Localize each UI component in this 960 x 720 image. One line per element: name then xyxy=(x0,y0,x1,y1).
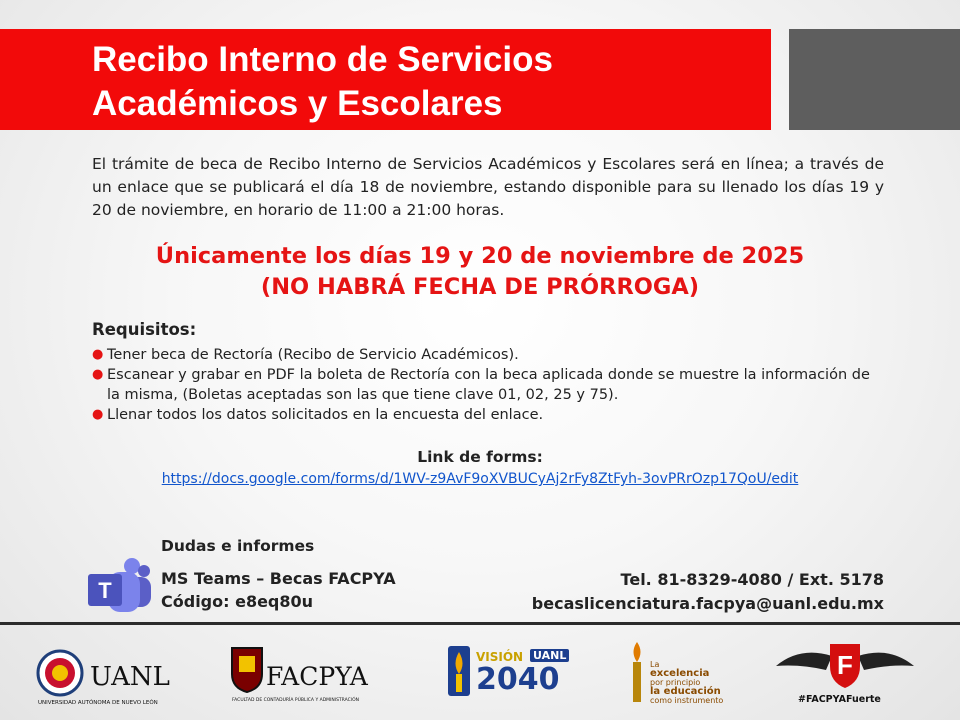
contact-email: becaslicenciatura.facpya@uanl.edu.mx xyxy=(531,594,884,613)
teams-channel: MS Teams – Becas FACPYA xyxy=(161,569,396,588)
requirements-list xyxy=(92,345,872,425)
requirement-item: ● Tener beca de Rectoría (Recibo de Servicio Académicos). xyxy=(92,347,519,363)
torch-icon xyxy=(626,640,648,706)
requirement-item: ● Llenar todos los datos solicitados en la encuesta del enlace. xyxy=(92,407,544,423)
requirement-item: ● Escanear y grabar en PDF la boleta de Rectoría con la beca aplicada donde se muestre la información de la misma, (Boletas aceptadas son las que tiene clave 01, 02, 25 y 75). xyxy=(92,367,870,403)
intro-paragraph: El trámite de beca de Recibo Interno de Servicios Académicos y Escolares será en línea; a través de un enlace que se publicará el día 18 de noviembre, estando disponible para su llenado los días 19 y 20 de noviembre, en horario de 11:00 a 21:00 horas. xyxy=(92,155,884,219)
facpya-logo: FACPYA FACULTAD DE CONTADURÍA PÚBLICA Y ADMINISTRACIÓN xyxy=(230,636,395,710)
forms-link[interactable]: https://docs.google.com/forms/d/1WV-z9AvF9oXVBUCyAj2rFy8ZtFyh-3ovPRrOzp17QoU/edit xyxy=(161,471,799,487)
deadline-dates: Únicamente los días 19 y 20 de noviembre de 2025 xyxy=(155,243,805,269)
no-extension-note: (NO HABRÁ FECHA DE PRÓRROGA) xyxy=(260,274,700,300)
phone-number: Tel. 81-8329-4080 / Ext. 5178 xyxy=(620,570,884,589)
page-title-line2: Académicos y Escolares xyxy=(92,84,503,123)
uanl-seal-icon xyxy=(36,646,84,700)
facpya-shield-icon xyxy=(230,644,264,694)
wings-emblem-icon xyxy=(770,636,920,692)
page-title xyxy=(92,38,772,126)
ms-teams-icon xyxy=(86,556,152,618)
vision-2040-logo: VISIÓN UANL 2040 xyxy=(446,636,576,710)
bullet-icon: ● xyxy=(92,367,104,382)
forms-link-label: Link de forms: xyxy=(417,448,543,466)
teams-info xyxy=(161,567,396,613)
teams-code: Código: e8eq80u xyxy=(161,592,314,611)
facpya-fuerte-logo: F #FACPYAFuerte xyxy=(770,636,920,710)
requirements-title: Requisitos: xyxy=(92,320,197,339)
footer-divider xyxy=(0,622,960,625)
svg-text:T: T xyxy=(98,578,112,603)
contact-heading: Dudas e informes xyxy=(161,537,315,555)
bullet-icon: ● xyxy=(92,407,104,422)
bullet-icon: ● xyxy=(92,347,104,362)
page-title-line1: Recibo Interno de Servicios xyxy=(92,40,553,79)
uanl-logo: UANL UNIVERSIDAD AUTÓNOMA DE NUEVO LEÓN xyxy=(36,636,186,710)
excelencia-logo: La excelencia por principio la educación como instrumento xyxy=(626,636,736,710)
gray-accent-block xyxy=(789,29,960,130)
svg-text:F: F xyxy=(837,650,853,680)
deadline-highlight xyxy=(60,241,900,303)
torch-icon xyxy=(446,644,472,698)
